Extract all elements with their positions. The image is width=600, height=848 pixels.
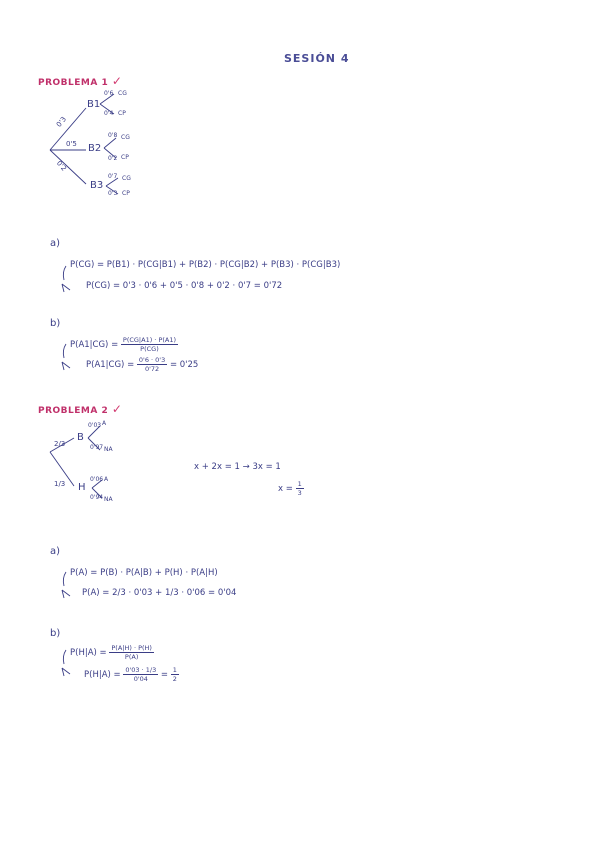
fraction-numerator: 1: [297, 480, 302, 488]
page-title: SESIÓN 4: [284, 52, 350, 65]
tree1-branch-prob: 0'3: [54, 115, 68, 129]
fraction-denominator: 2: [172, 675, 177, 683]
fraction-denominator: P(CG): [140, 345, 159, 353]
tree2-node: B: [77, 432, 84, 443]
tree1-node: B2: [88, 143, 102, 154]
tree1-sub-prob: 0'2: [108, 155, 118, 162]
tree1-sub-label: CG: [118, 90, 127, 97]
bayes-lhs: P(H|A) =: [84, 670, 121, 680]
problem1-heading-text: PROBLEMA 1: [38, 78, 109, 88]
check-mark-icon: ✓: [111, 402, 123, 416]
tree1-sub-label: CP: [118, 110, 126, 117]
problem2-part-a-line1: P(A) = P(B) · P(A|B) + P(H) · P(A|H): [70, 568, 218, 578]
fraction-numerator: 0'6 · 0'3: [138, 356, 166, 364]
problem1-part-b-label: b): [50, 318, 61, 329]
tree2-sub-label: NA: [104, 496, 113, 503]
tree2-sub-prob: 0'97: [90, 444, 104, 451]
fraction-numerator: 1: [172, 666, 177, 674]
problem1-part-a-line2: P(CG) = 0'3 · 0'6 + 0'5 · 0'8 + 0'2 · 0'7 = 0'72: [86, 281, 283, 291]
bayes-fraction: [121, 336, 178, 353]
bayes-result: =: [160, 670, 169, 680]
tree1-sub-prob: 0'6: [104, 90, 114, 97]
tree1-node: B1: [87, 99, 101, 110]
fraction-numerator: P(A|H) · P(H): [111, 644, 152, 652]
tree2-sub-label: NA: [104, 446, 113, 453]
tree2-sub-prob: 0'94: [90, 494, 104, 501]
check-mark-icon: ✓: [111, 74, 123, 88]
tree2-node: H: [78, 482, 86, 493]
bayes-lhs: P(A1|CG) =: [70, 340, 119, 350]
tree1-sub-label: CG: [121, 134, 130, 141]
tree2-branch-prob: 2/3: [54, 440, 66, 448]
fraction-denominator: P(A): [124, 653, 139, 661]
bayes-lhs: P(H|A) =: [70, 648, 107, 658]
tree2-sub-label: A: [104, 476, 109, 483]
side-eq2-fraction: [296, 480, 304, 497]
fraction-denominator: 0'72: [144, 365, 160, 373]
problem1-part-b-line1: [70, 336, 178, 353]
side-equation-2: [278, 480, 304, 497]
bayes-lhs: P(A1|CG) =: [86, 360, 135, 370]
fraction-denominator: 3: [297, 489, 302, 497]
fraction-numerator: 0'03 · 1/3: [125, 666, 157, 674]
tree1-branch-prob: 0'2: [54, 159, 68, 173]
problem2-heading-text: PROBLEMA 2: [38, 406, 109, 416]
side-equation-1: x + 2x = 1 → 3x = 1: [194, 462, 281, 472]
problem2-part-b-label: b): [50, 628, 61, 639]
tree1-sub-label: CP: [121, 154, 129, 161]
tree2-sub-prob: 0'03: [88, 422, 102, 429]
tree2-sub-label: A: [102, 420, 107, 427]
tree1-node: B3: [90, 180, 104, 191]
bayes-fraction: [123, 666, 158, 683]
tree1-sub-prob: 0'4: [104, 110, 114, 117]
side-eq2-lhs: x =: [278, 484, 293, 494]
tree1-branch-prob: 0'5: [66, 140, 77, 148]
bayes-result: = 0'25: [169, 360, 199, 370]
problem1-part-b-line2: [86, 356, 198, 373]
tree1-sub-label: CP: [122, 190, 130, 197]
tree1-sub-prob: 0'3: [108, 190, 118, 197]
fraction-denominator: 0'04: [133, 675, 148, 683]
bayes-fraction: [109, 644, 154, 661]
tree1-sub-label: CG: [122, 175, 131, 182]
tree1-sub-prob: 0'7: [108, 173, 118, 180]
tree2-sub-prob: 0'06: [90, 476, 104, 483]
problem1-part-a-label: a): [50, 238, 61, 249]
fraction-numerator: P(CG|A1) · P(A1): [122, 336, 177, 344]
tree2-branch-prob: 1/3: [54, 480, 66, 488]
result-fraction: [171, 666, 179, 683]
bayes-fraction: [137, 356, 167, 373]
problem2-part-b-line2: [84, 666, 179, 683]
problem2-heading: [38, 402, 122, 416]
problem2-part-a-line2: P(A) = 2/3 · 0'03 + 1/3 · 0'06 = 0'04: [82, 588, 237, 598]
problem2-part-a-label: a): [50, 546, 61, 557]
problem1-part-a-line1: P(CG) = P(B1) · P(CG|B1) + P(B2) · P(CG|B2) + P(B3) · P(CG|B3): [70, 260, 341, 270]
tree1-sub-prob: 0'8: [108, 132, 118, 139]
problem2-part-b-line1: [70, 644, 154, 661]
